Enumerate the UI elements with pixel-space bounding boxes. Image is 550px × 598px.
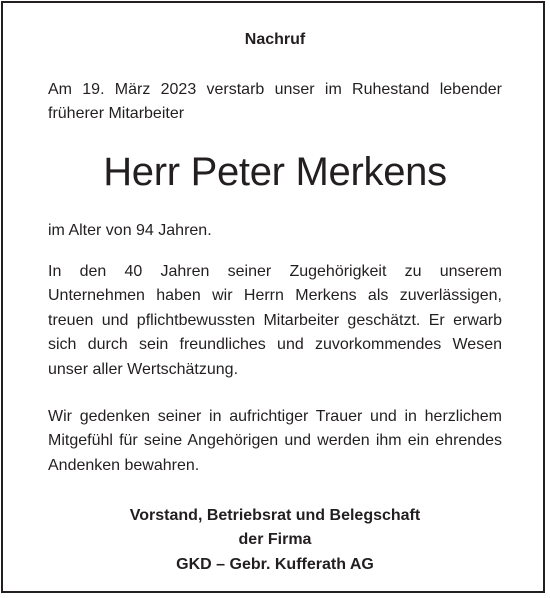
condolence-paragraph: Wir gedenken seiner in aufrichtiger Trauer und in herzlichem Mitgefühl für seine Angehörigen und werden ihm ein ehrendes Andenken bewahren. <box>48 408 502 474</box>
notice-heading: Nachruf <box>244 31 306 48</box>
signature-line-1: Vorstand, Betriebsrat und Belegschaft <box>129 507 421 524</box>
intro-text: Am 19. März 2023 verstarb unser im Ruhestand lebender früherer Mitarbeiter <box>48 81 502 123</box>
age-text: im Alter von 94 Jahren. <box>48 222 212 239</box>
signature-line-3: GKD – Gebr. Kufferath AG <box>176 555 374 573</box>
deceased-name: Herr Peter Merkens <box>103 150 447 194</box>
signature-line-2: der Firma <box>238 531 312 549</box>
tribute-paragraph: In den 40 Jahren seiner Zugehörigkeit zu unserem Unternehmen haben wir Herrn Merkens als zuverlässigen, treuen und pflichtbewussten Mitarbeiter geschätzt. Er erwarb sich durch sein freundliches und zuvorkommendes Wesen unser aller Wertschätzung. <box>48 263 502 378</box>
signature-block <box>48 504 502 577</box>
